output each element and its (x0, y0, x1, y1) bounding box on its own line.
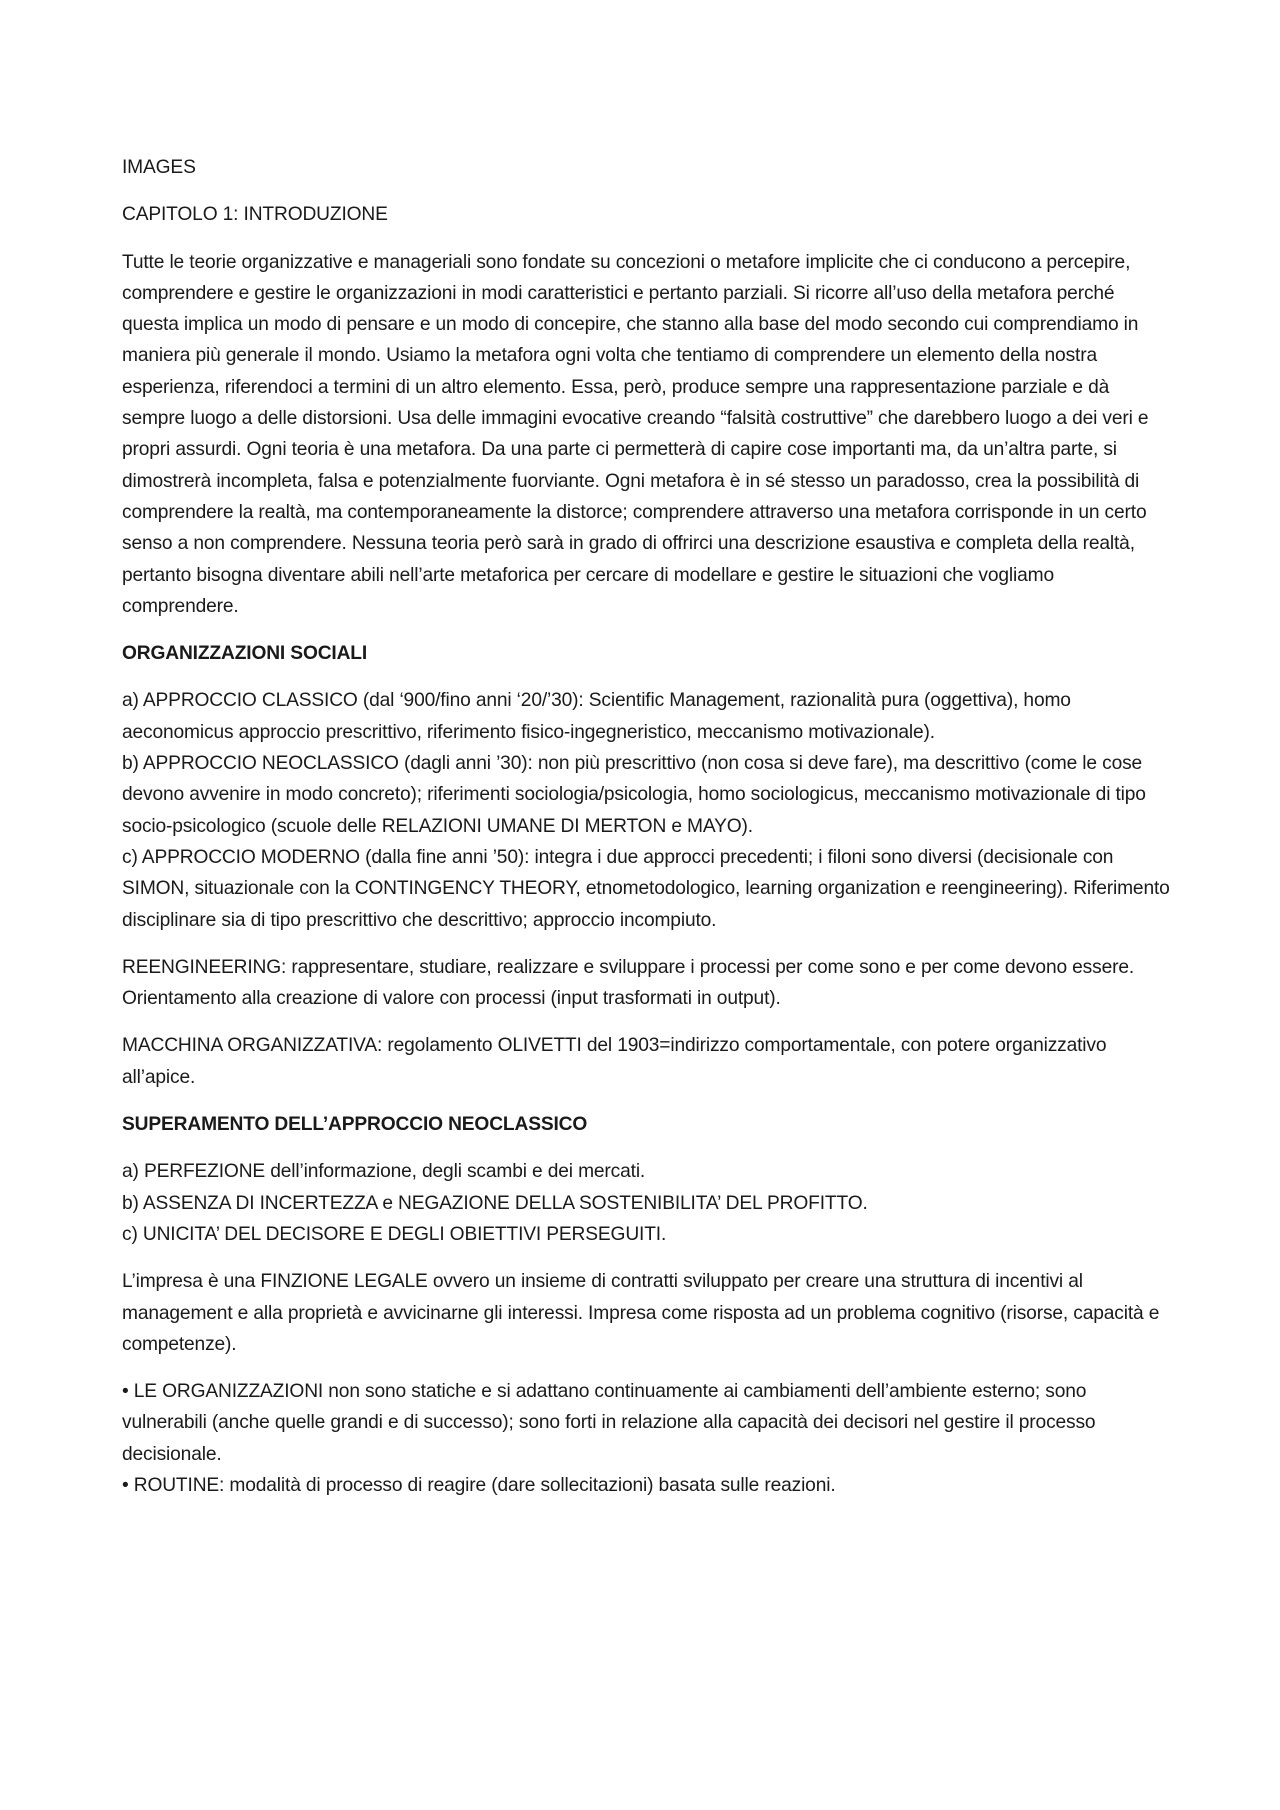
point-assenza: b) ASSENZA DI INCERTEZZA e NEGAZIONE DELLA SOSTENIBILITA’ DEL PROFITTO. (122, 1192, 868, 1214)
document-page (122, 152, 1172, 1501)
bullet-routine: • ROUTINE: modalità di processo di reagire (dare sollecitazioni) basata sulle reazioni. (122, 1474, 836, 1496)
reengineering-paragraph: REENGINEERING: rappresentare, studiare, realizzare e sviluppare i processi per come sono e per come devono essere. Orientamento alla creazione di valore con processi (input trasformati in output). (122, 956, 1135, 1010)
approach-classico: a) APPROCCIO CLASSICO (dal ‘900/fino anni ‘20/’30): Scientific Management, razionalità pura (oggettiva), homo aeconomicus approccio prescrittivo, riferimento fisico-ingegneristico, meccanismo motivazionale). (122, 690, 1071, 743)
point-perfezione: a) PERFEZIONE dell’informazione, degli scambi e dei mercati. (122, 1161, 646, 1183)
section-heading-superamento: SUPERAMENTO DELL’APPROCCIO NEOCLASSICO (122, 1114, 588, 1136)
section-heading-organizzazioni-sociali: ORGANIZZAZIONI SOCIALI (122, 643, 368, 665)
approach-neoclassico: b) APPROCCIO NEOCLASSICO (dagli anni ’30): non più prescrittivo (non cosa si deve fare), ma descrittivo (come le cose devono avvenire in modo concreto); riferimenti sociologia/psicologia, homo sociologicus, meccanismo motivazionale di tipo socio-psicologico (scuole delle RELAZIONI UMANE DI MERTON e MAYO). (122, 753, 1146, 837)
intro-paragraph: Tutte le teorie organizzative e manageriali sono fondate su concezioni o metafore implicite che ci conducono a percepire, comprendere e gestire le organizzazioni in modi caratteristici e pertanto parziali. Si ricorre all’uso della metafora perché questa implica un modo di pensare e un modo di concepire, che stanno alla base del modo secondo cui comprendiamo in maniera più generale il mondo. Usiamo la metafora ogni volta che tentiamo di comprendere un elemento della nostra esperienza, riferendoci a termini di un altro elemento. Essa, però, produce sempre una rappresentazione parziale e dà sempre luogo a delle distorsioni. Usa delle immagini evocative creando “falsità costruttive” che darebbero luogo a dei veri e propri assurdi. Ogni teoria è una metafora. Da una parte ci permetterà di capire cose importanti ma, da un’altra parte, si dimostrerà incompleta, falsa e potenzialmente fuorviante. Ogni metafora è in sé stesso un paradosso, crea la possibilità di comprendere la realtà, ma contemporaneamente la distorce; comprendere attraverso una metafora corrisponde in un certo senso a non comprendere. Nessuna teoria però sarà in grado di offrirci una descrizione esaustiva e completa della realtà, pertanto bisogna diventare abili nell’arte metaforica per cercare di modellare e gestire le situazioni che vogliamo comprendere. (122, 251, 1149, 617)
macchina-paragraph: MACCHINA ORGANIZZATIVA: regolamento OLIVETTI del 1903=indirizzo comportamentale, con potere organizzativo all’apice. (122, 1035, 1107, 1088)
bullet-organizzazioni: • LE ORGANIZZAZIONI non sono statiche e si adattano continuamente ai cambiamenti dell’ambiente esterno; sono vulnerabili (anche quelle grandi e di successo); sono forti in relazione alla capacità dei decisori nel gestire il processo decisionale. (122, 1381, 1096, 1465)
impresa-paragraph: L’impresa è una FINZIONE LEGALE ovvero un insieme di contratti sviluppato per creare una struttura di incentivi al management e alla proprietà e avvicinarne gli interessi. Impresa come risposta ad un problema cognitivo (risorse, capacità e competenze). (122, 1271, 1160, 1355)
point-unicita: c) UNICITA’ DEL DECISORE E DEGLI OBIETTIVI PERSEGUITI. (122, 1223, 667, 1245)
chapter-title: CAPITOLO 1: INTRODUZIONE (122, 204, 388, 226)
approach-moderno: c) APPROCCIO MODERNO (dalla fine anni ’50): integra i due approcci precedenti; i filoni sono diversi (decisionale con SIMON, situazionale con la CONTINGENCY THEORY, etnometodologico, learning organization e reengineering). Riferimento disciplinare sia di tipo prescrittivo che descrittivo; approccio incompiuto. (122, 846, 1170, 931)
document-title: IMAGES (122, 157, 196, 178)
